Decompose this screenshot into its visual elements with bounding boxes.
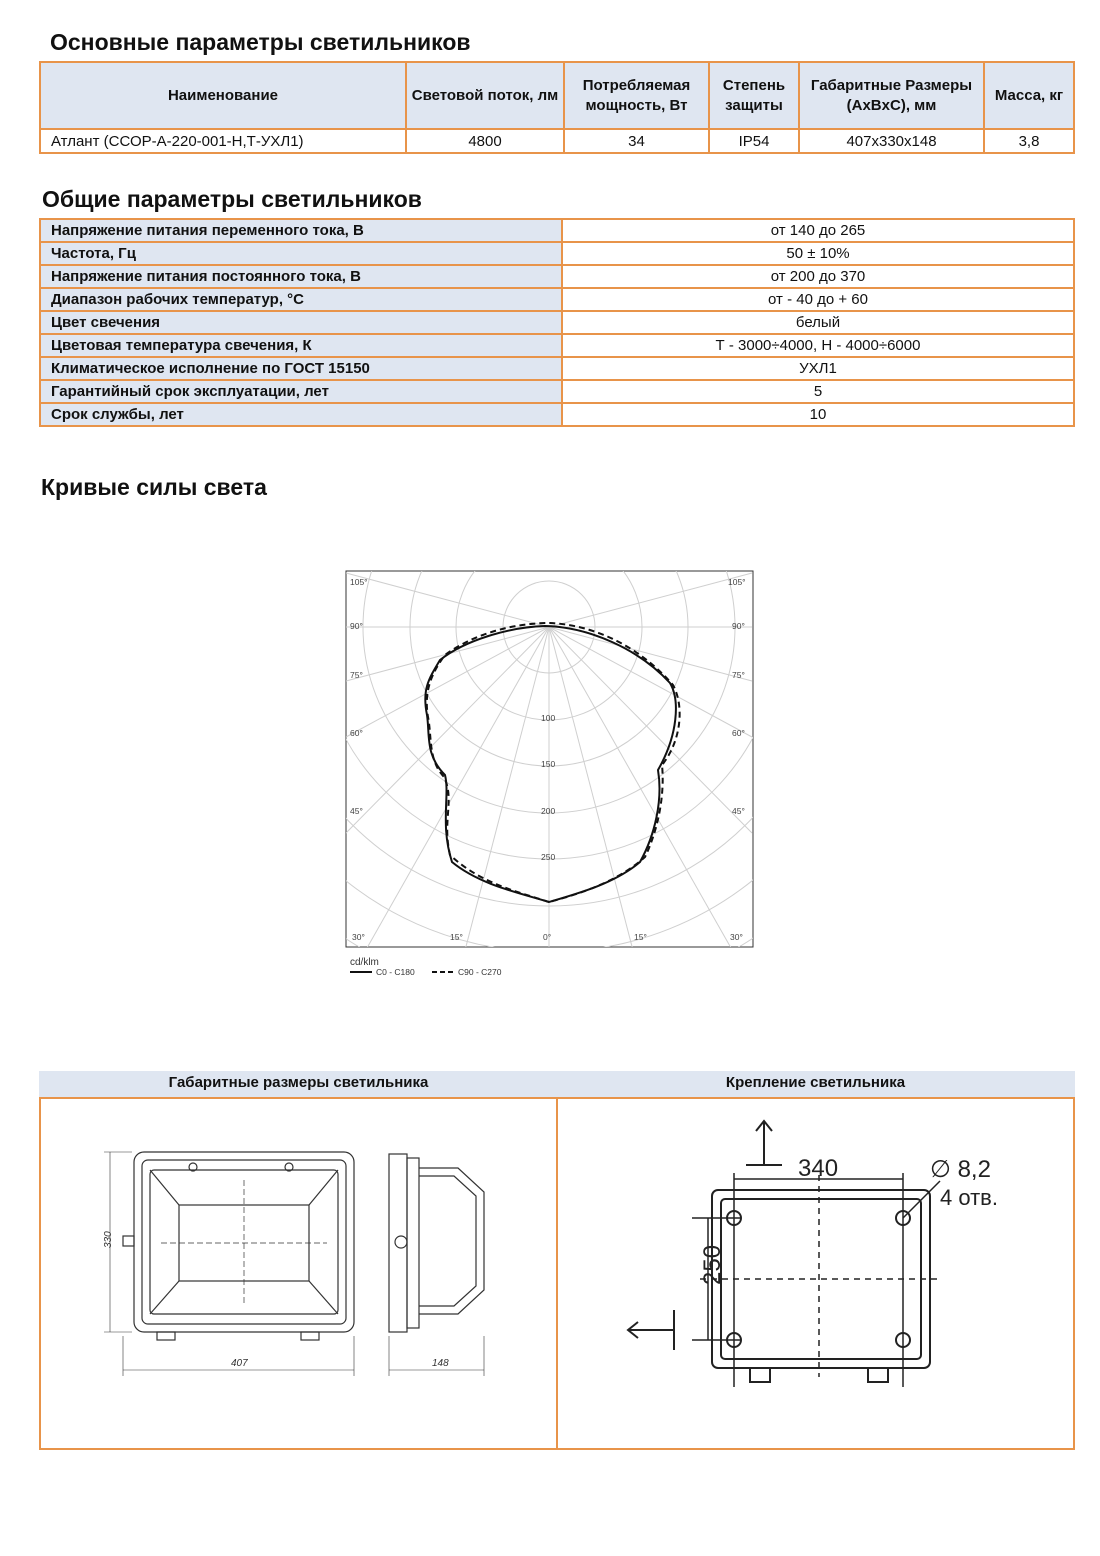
angle-label: 30° xyxy=(730,932,743,942)
radial-label: 150 xyxy=(541,759,556,769)
angle-label: 15° xyxy=(634,932,647,942)
table-row xyxy=(40,403,1074,426)
curves-title: Кривые силы света xyxy=(41,474,267,500)
legend-label: C90 - C270 xyxy=(458,967,502,977)
row-value: белый xyxy=(562,311,1074,334)
col-name: Наименование xyxy=(40,62,406,129)
angle-label: 45° xyxy=(350,806,363,816)
row-label: Напряжение питания постоянного тока, В xyxy=(40,265,562,288)
table-row xyxy=(40,219,1074,242)
table-row xyxy=(40,242,1074,265)
table-row xyxy=(40,357,1074,380)
cell-flux: 4800 xyxy=(406,129,564,153)
table-row xyxy=(40,288,1074,311)
angle-label: 75° xyxy=(350,670,363,680)
angle-label: 45° xyxy=(732,806,745,816)
row-label: Гарантийный срок эксплуатации, лет xyxy=(40,380,562,403)
radial-label: 250 xyxy=(541,852,556,862)
row-label: Срок службы, лет xyxy=(40,403,562,426)
angle-label: 105° xyxy=(350,577,368,587)
row-value: 5 xyxy=(562,380,1074,403)
mount-horizontal-label: 340 xyxy=(798,1155,839,1182)
col-power: Потребляемая мощность, Вт xyxy=(564,62,709,129)
angle-label: 75° xyxy=(732,670,745,680)
col-dimensions: Габаритные Размеры (АxВxС), мм xyxy=(799,62,984,129)
table-row xyxy=(40,380,1074,403)
col-flux: Световой поток, лм xyxy=(406,62,564,129)
radial-label: 100 xyxy=(541,713,556,723)
table-row xyxy=(40,311,1074,334)
mount-hole-label: ∅ 8,2 xyxy=(930,1156,991,1183)
row-value: от 200 до 370 xyxy=(562,265,1074,288)
row-label: Цветовая температура свечения, К xyxy=(40,334,562,357)
col-protection: Степень защиты xyxy=(709,62,799,129)
cell-mass: 3,8 xyxy=(984,129,1074,153)
angle-label: 0° xyxy=(543,932,552,942)
dims-panel-title: Габаритные размеры светильника xyxy=(39,1071,558,1099)
general-params-title: Общие параметры светильников xyxy=(42,186,422,212)
angle-label: 15° xyxy=(450,932,463,942)
row-value: от 140 до 265 xyxy=(562,219,1074,242)
dim-width-label: 407 xyxy=(231,1358,248,1369)
legend-label: C0 - C180 xyxy=(376,967,415,977)
mount-vertical-label: 250 xyxy=(699,1244,726,1285)
col-mass: Масса, кг xyxy=(984,62,1074,129)
row-label: Климатическое исполнение по ГОСТ 15150 xyxy=(40,357,562,380)
chart-unit-label: cd/klm xyxy=(350,957,379,968)
angle-label: 30° xyxy=(352,932,365,942)
angle-label: 105° xyxy=(728,577,746,587)
row-value: УХЛ1 xyxy=(562,357,1074,380)
dim-depth-label: 148 xyxy=(432,1358,449,1369)
cell-power: 34 xyxy=(564,129,709,153)
table-row xyxy=(40,334,1074,357)
main-params-table xyxy=(39,61,1075,154)
mounting-drawing xyxy=(620,1115,1020,1405)
cell-protection: IP54 xyxy=(709,129,799,153)
row-value: 50 ± 10% xyxy=(562,242,1074,265)
polar-chart xyxy=(340,565,760,985)
table-header-row xyxy=(40,62,1074,129)
row-label: Цвет свечения xyxy=(40,311,562,334)
dim-height-label: 330 xyxy=(103,1231,114,1248)
angle-label: 60° xyxy=(732,728,745,738)
angle-label: 90° xyxy=(732,621,745,631)
row-label: Напряжение питания переменного тока, В xyxy=(40,219,562,242)
row-label: Диапазон рабочих температур, °С xyxy=(40,288,562,311)
dimensions-drawing xyxy=(96,1140,516,1390)
cell-name: Атлант (ССОР-А-220-001-Н,Т-УХЛ1) xyxy=(40,129,406,153)
general-params-table xyxy=(39,218,1075,427)
row-value: 10 xyxy=(562,403,1074,426)
row-label: Частота, Гц xyxy=(40,242,562,265)
angle-label: 60° xyxy=(350,728,363,738)
table-row xyxy=(40,265,1074,288)
mount-panel-title: Крепление светильника xyxy=(556,1071,1075,1099)
row-value: от - 40 до + 60 xyxy=(562,288,1074,311)
mount-holes-count-label: 4 отв. xyxy=(940,1185,998,1210)
row-value: Т - 3000÷4000, Н - 4000÷6000 xyxy=(562,334,1074,357)
cell-dimensions: 407x330x148 xyxy=(799,129,984,153)
angle-label: 90° xyxy=(350,621,363,631)
table-row xyxy=(40,129,1074,153)
main-params-title: Основные параметры светильников xyxy=(50,29,471,55)
radial-label: 200 xyxy=(541,806,556,816)
